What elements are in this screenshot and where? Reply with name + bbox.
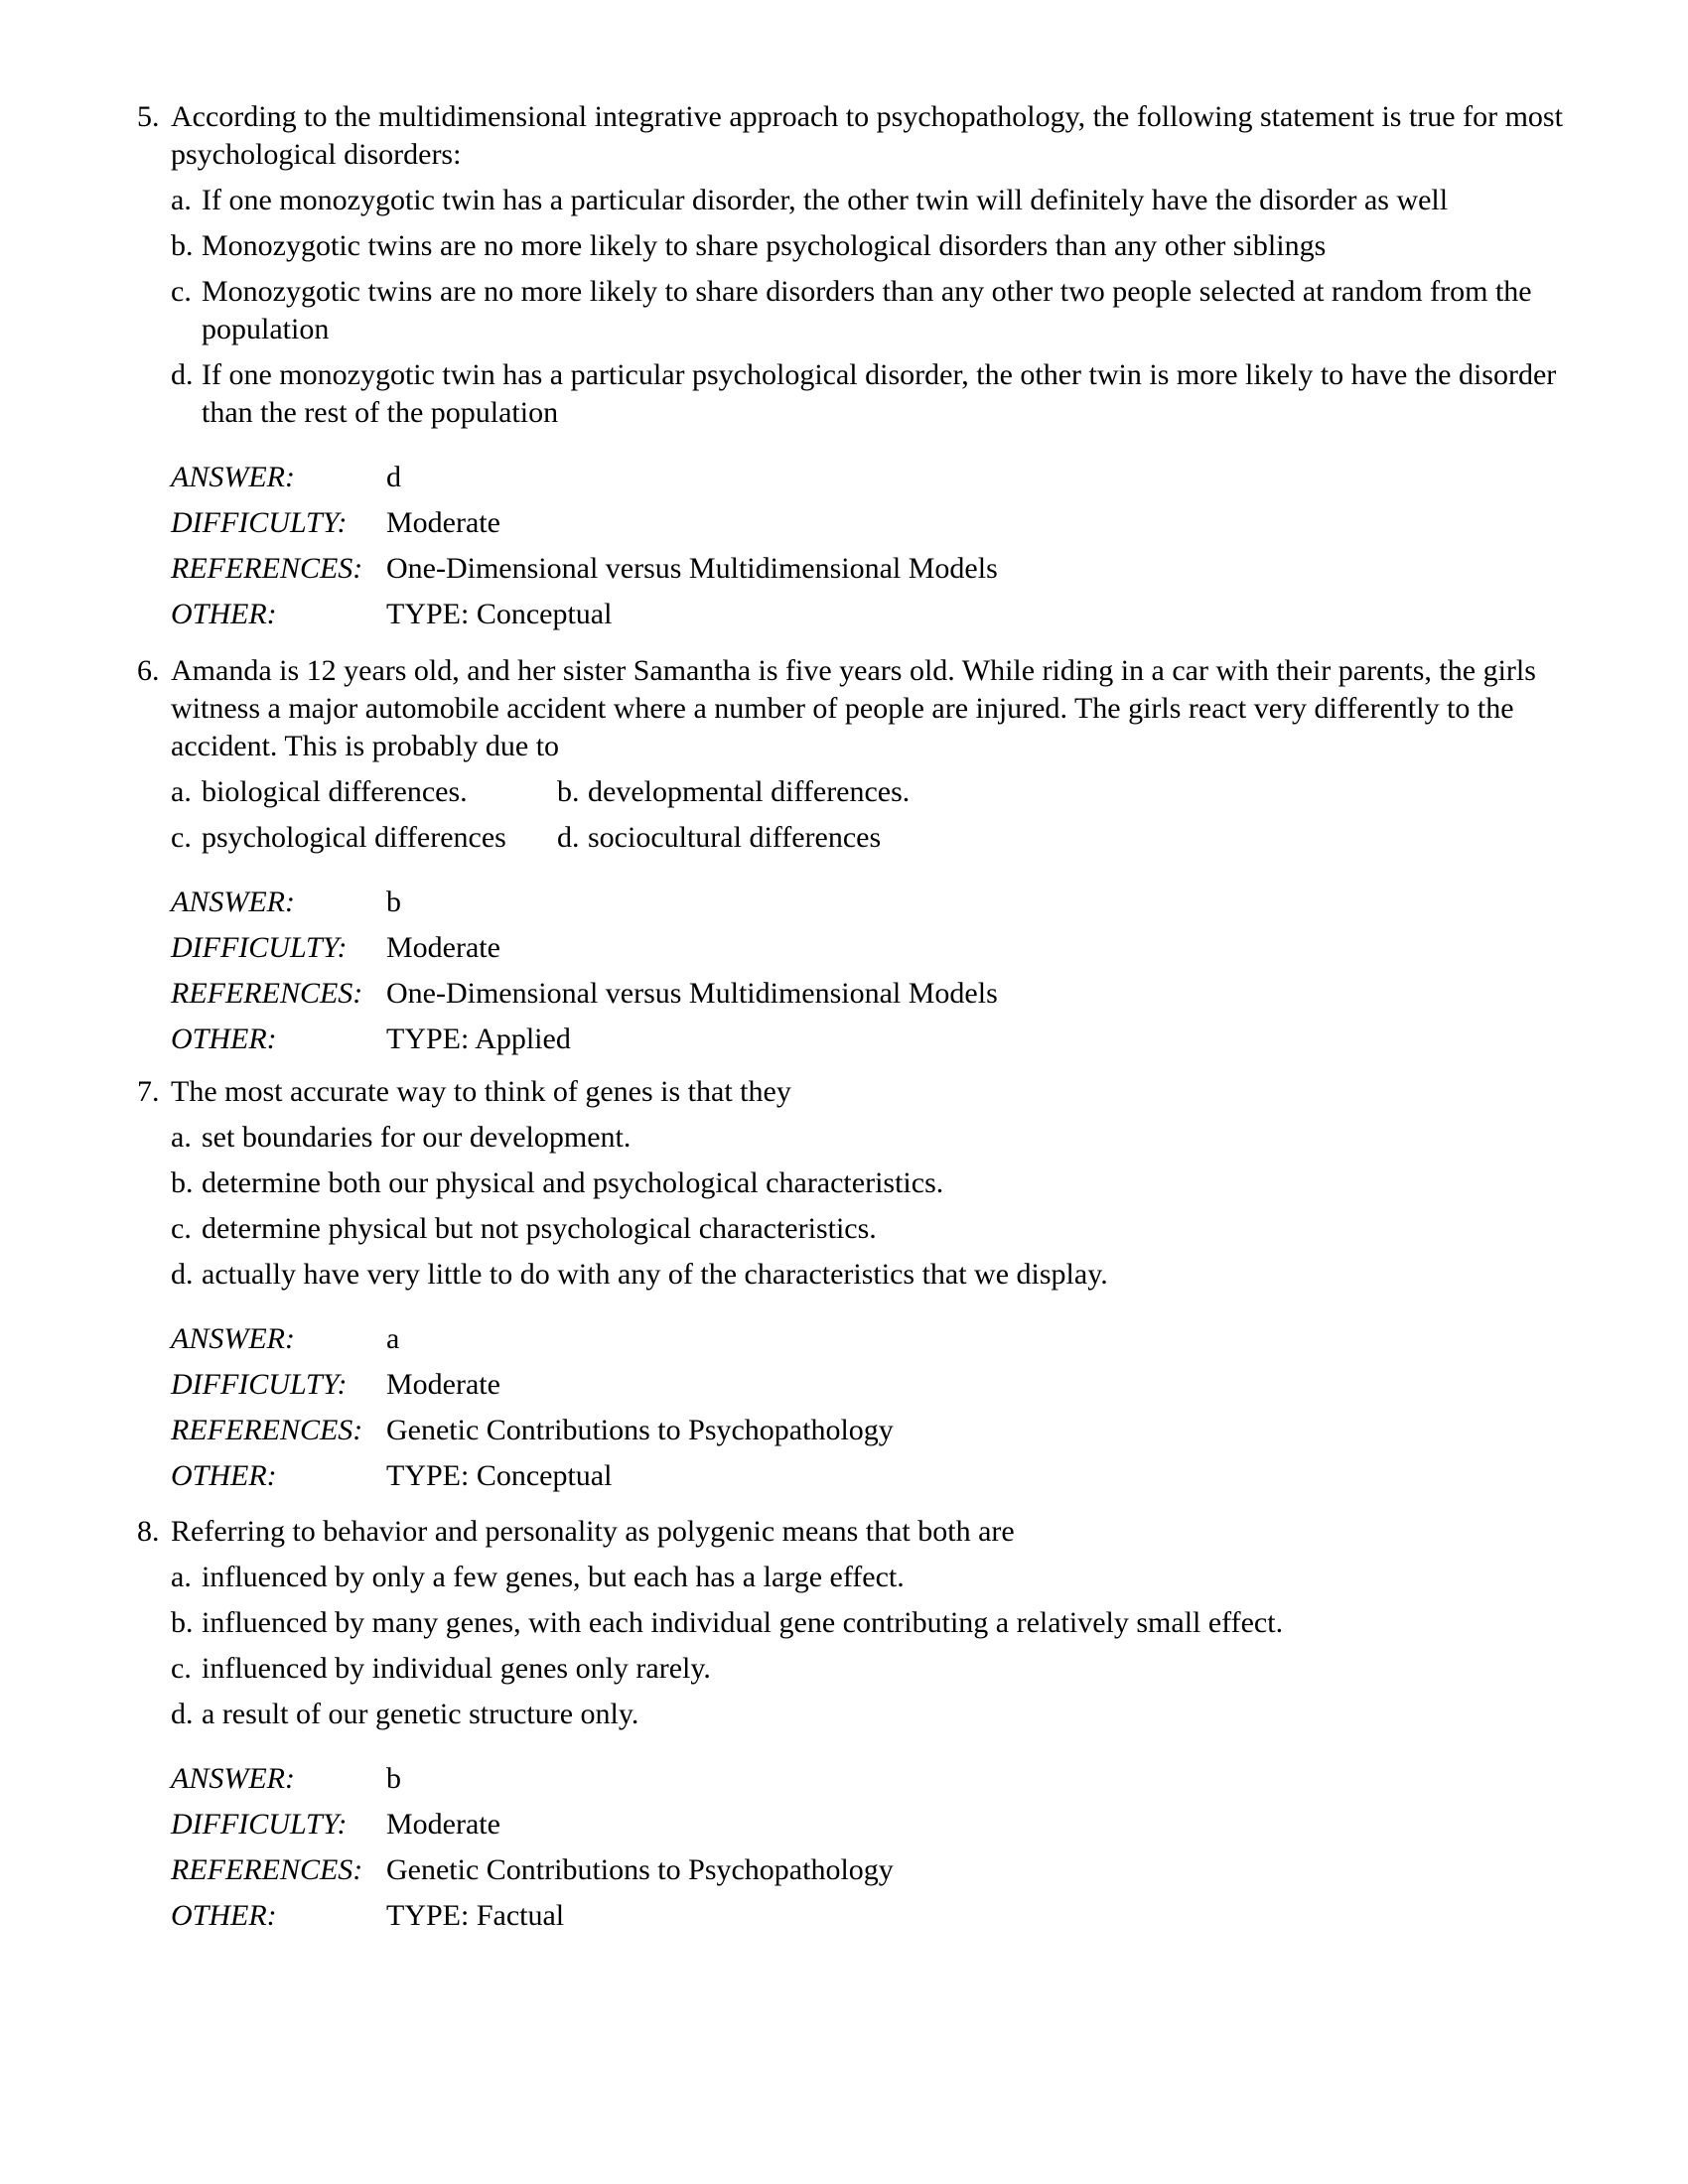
difficulty-row — [171, 504, 1567, 542]
option-c — [171, 819, 557, 857]
answer-row — [171, 1760, 1567, 1798]
references-row — [171, 975, 1567, 1013]
question-text: Referring to behavior and personality as polygenic means that both are — [171, 1515, 1015, 1548]
option-b — [171, 227, 1567, 265]
option-c — [171, 1210, 1567, 1248]
question-stem — [137, 1513, 1567, 1551]
answer-value: a — [386, 1322, 400, 1355]
other-row — [171, 596, 1567, 633]
option-c — [171, 273, 1567, 348]
references-value: One-Dimensional versus Multidimensional Models — [386, 977, 998, 1010]
option-text: determine physical but not psychological characteristics. — [202, 1212, 877, 1245]
question-number: 8. — [137, 1515, 160, 1548]
references-value: Genetic Contributions to Psychopathology — [386, 1853, 894, 1886]
option-text: Monozygotic twins are no more likely to share psychological disorders than any other siblings — [202, 229, 1327, 262]
option-text: If one monozygotic twin has a particular disorder, the other twin will definitely have the disorder as well — [202, 184, 1449, 216]
other-label: OTHER: — [171, 1459, 277, 1492]
option-c — [171, 1650, 1567, 1688]
other-label: OTHER: — [171, 598, 277, 630]
difficulty-value: Moderate — [386, 931, 500, 964]
option-text: influenced by only a few genes, but each has a large effect. — [202, 1561, 905, 1593]
references-value: One-Dimensional versus Multidimensional Models — [386, 552, 998, 585]
references-label: REFERENCES: — [171, 552, 363, 585]
option-text: set boundaries for our development. — [202, 1121, 632, 1154]
difficulty-value: Moderate — [386, 506, 500, 539]
difficulty-label: DIFFICULTY: — [171, 1368, 348, 1401]
option-letter: a. — [171, 775, 192, 808]
question-stem — [137, 1073, 1567, 1111]
answer-row — [171, 1320, 1567, 1358]
answer-row — [171, 459, 1567, 496]
difficulty-label: DIFFICULTY: — [171, 506, 348, 539]
difficulty-row — [171, 1806, 1567, 1843]
option-b — [557, 773, 954, 811]
option-letter: b. — [557, 775, 580, 808]
answer-label: ANSWER: — [171, 1322, 295, 1355]
answer-label: ANSWER: — [171, 461, 295, 493]
option-a — [171, 1119, 1567, 1157]
difficulty-label: DIFFICULTY: — [171, 1808, 348, 1841]
option-a — [171, 1559, 1567, 1596]
option-letter: d. — [171, 358, 194, 391]
option-letter: c. — [171, 1652, 192, 1685]
question-metadata — [171, 459, 1567, 633]
answer-value: b — [386, 1762, 401, 1795]
answer-options — [171, 1559, 1567, 1733]
answer-options — [171, 1119, 1567, 1294]
other-value: TYPE: Conceptual — [386, 1459, 613, 1492]
option-letter: c. — [171, 821, 192, 854]
question-7 — [137, 1073, 1567, 1503]
question-stem — [137, 652, 1567, 765]
option-d — [171, 1256, 1567, 1294]
other-value: TYPE: Applied — [386, 1023, 571, 1055]
option-letter: d. — [171, 1698, 194, 1730]
option-text: biological differences. — [202, 775, 468, 808]
option-text: a result of our genetic structure only. — [202, 1698, 639, 1730]
question-stem — [137, 98, 1567, 174]
references-label: REFERENCES: — [171, 1853, 363, 1886]
question-number: 5. — [137, 100, 160, 133]
answer-label: ANSWER: — [171, 1762, 295, 1795]
option-letter: a. — [171, 1121, 192, 1154]
question-metadata — [171, 1320, 1567, 1495]
other-value: TYPE: Conceptual — [386, 598, 613, 630]
option-a — [171, 773, 557, 811]
option-b — [171, 1604, 1567, 1642]
option-text: actually have very little to do with any of the characteristics that we display. — [202, 1258, 1108, 1291]
option-letter: b. — [171, 229, 194, 262]
references-value: Genetic Contributions to Psychopathology — [386, 1414, 894, 1446]
other-value: TYPE: Factual — [386, 1899, 565, 1932]
option-d — [557, 819, 954, 857]
references-label: REFERENCES: — [171, 1414, 363, 1446]
option-letter: c. — [171, 1212, 192, 1245]
question-6 — [137, 652, 1567, 1066]
other-label: OTHER: — [171, 1023, 277, 1055]
option-text: determine both our physical and psychological characteristics. — [202, 1166, 944, 1199]
question-text: The most accurate way to think of genes is that they — [171, 1075, 791, 1108]
option-letter: c. — [171, 275, 192, 308]
other-row — [171, 1021, 1567, 1058]
answer-options — [171, 182, 1567, 432]
option-letter: d. — [557, 821, 580, 854]
answer-row — [171, 884, 1567, 921]
references-row — [171, 1412, 1567, 1449]
references-row — [171, 550, 1567, 588]
option-text: influenced by many genes, with each individual gene contributing a relatively small effect. — [202, 1606, 1284, 1639]
option-grid — [171, 773, 1567, 857]
question-number: 7. — [137, 1075, 160, 1108]
difficulty-value: Moderate — [386, 1368, 500, 1401]
difficulty-row — [171, 1366, 1567, 1404]
references-row — [171, 1851, 1567, 1889]
option-letter: d. — [171, 1258, 194, 1291]
answer-value: d — [386, 461, 401, 493]
option-letter: a. — [171, 1561, 192, 1593]
question-8 — [137, 1513, 1567, 1943]
question-metadata — [171, 1760, 1567, 1935]
option-text: Monozygotic twins are no more likely to share disorders than any other two people selected at random from the population — [202, 275, 1532, 345]
option-text: influenced by individual genes only rarely. — [202, 1652, 711, 1685]
option-letter: a. — [171, 184, 192, 216]
answer-label: ANSWER: — [171, 886, 295, 918]
question-number: 6. — [137, 654, 160, 687]
difficulty-value: Moderate — [386, 1808, 500, 1841]
option-letter: b. — [171, 1606, 194, 1639]
other-row — [171, 1897, 1567, 1935]
option-letter: b. — [171, 1166, 194, 1199]
question-5 — [137, 98, 1567, 641]
question-text: Amanda is 12 years old, and her sister Samantha is five years old. While riding in a car with their parents, the girls witness a major automobile accident where a number of people are injured. The girls react very differently to the accident. This is probably due to — [171, 654, 1536, 762]
option-d — [171, 1696, 1567, 1733]
option-text: sociocultural differences — [588, 821, 882, 854]
option-text: developmental differences. — [588, 775, 911, 808]
other-row — [171, 1457, 1567, 1495]
question-metadata — [171, 884, 1567, 1058]
question-text: According to the multidimensional integrative approach to psychopathology, the following statement is true for most psychological disorders: — [171, 100, 1563, 171]
references-label: REFERENCES: — [171, 977, 363, 1010]
option-text: If one monozygotic twin has a particular psychological disorder, the other twin is more likely to have the disorder than the rest of the population — [202, 358, 1557, 429]
difficulty-row — [171, 929, 1567, 967]
option-b — [171, 1164, 1567, 1202]
option-d — [171, 356, 1567, 432]
option-a — [171, 182, 1567, 219]
difficulty-label: DIFFICULTY: — [171, 931, 348, 964]
option-text: psychological differences — [202, 821, 506, 854]
answer-value: b — [386, 886, 401, 918]
other-label: OTHER: — [171, 1899, 277, 1932]
answer-options — [171, 773, 1567, 857]
